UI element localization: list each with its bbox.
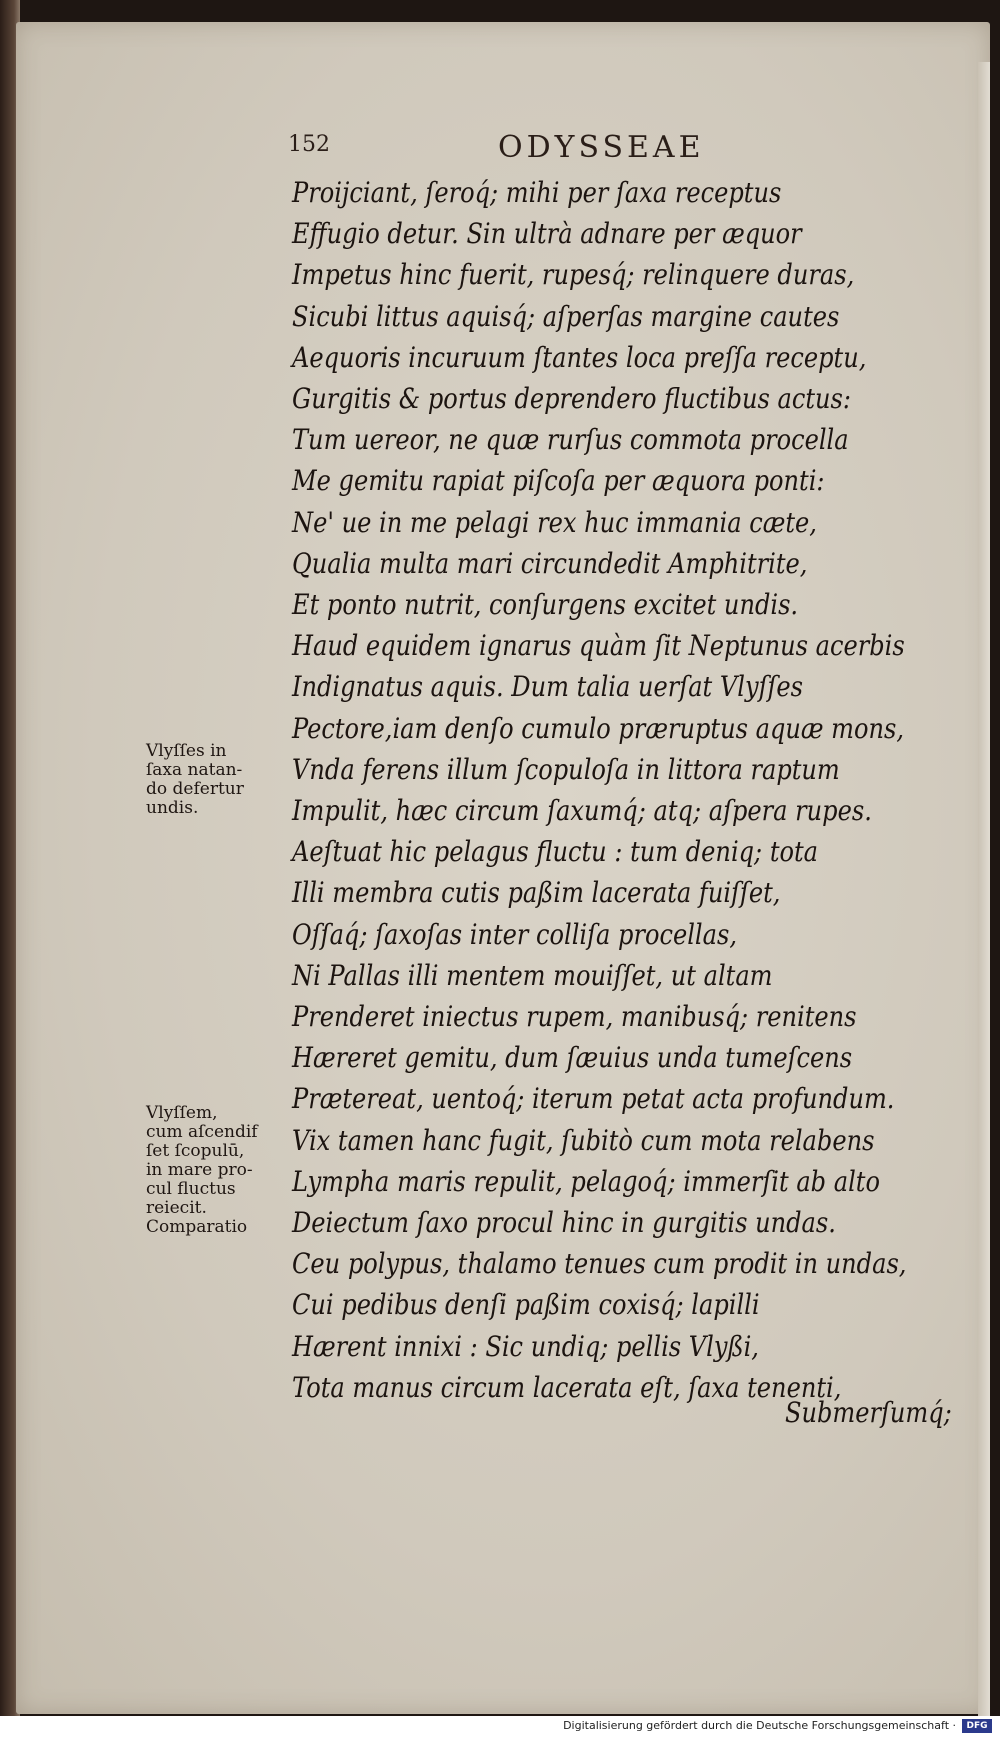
verse-line: Ni Pallas illi mentem mouiſſet, ut altam (292, 958, 773, 992)
verse-line: Effugio detur. Sin ultrà adnare per æquor (292, 217, 802, 251)
page-edge (978, 62, 990, 1722)
running-title: ODYSSEAE (498, 130, 705, 165)
catchword: Submerſumq́; (785, 1396, 952, 1429)
margin-note-line: cul fluctus (146, 1179, 236, 1199)
verse-line: Oſſaq́; ſaxoſas inter colliſa procellas, (292, 917, 737, 951)
dfg-logo: DFG (962, 1719, 992, 1733)
margin-note-line: in mare pro- (146, 1160, 253, 1180)
funding-credit: Digitalisierung gefördert durch die Deutsche Forschungsgemeinschaft · (563, 1719, 956, 1732)
footer-bar (0, 1716, 1000, 1738)
verse-line: Haud equidem ignarus quàm ſit Neptunus acerbis (292, 629, 905, 663)
margin-note-line: reiecit. (146, 1198, 207, 1218)
verse-line: Tum uereor, ne quæ rurſus commota procella (292, 423, 849, 457)
margin-note-line: ſet ſcopulū, (146, 1141, 245, 1161)
verse-line: Et ponto nutrit, conſurgens excitet undis. (292, 588, 799, 622)
verse-line: Ceu polypus, thalamo tenues cum prodit in undas, (292, 1247, 907, 1281)
verse-line: Lympha maris repulit, pelagoq́; immerſit ab alto (292, 1164, 880, 1198)
verse-line: Impulit, hæc circum ſaxumq́; atq; aſpera rupes. (292, 794, 872, 828)
margin-note-line: Vlyſſem, (146, 1103, 218, 1123)
verse-text (292, 172, 962, 1408)
verse-line: Qualia multa mari circundedit Amphitrite, (292, 546, 808, 580)
page-number: 152 (288, 132, 330, 157)
margin-note-line: undis. (146, 798, 199, 818)
verse-line: Ne' ue in me pelagi rex huc immania cæte, (292, 505, 817, 539)
verse-line: Sicubi littus aquisq́; aſperſas margine cautes (292, 299, 840, 333)
verse-line: Tota manus circum lacerata eſt, ſaxa tenenti, (292, 1370, 842, 1404)
verse-line: Deiectum ſaxo procul hinc in gurgitis undas. (292, 1206, 836, 1240)
verse-line: Me gemitu rapiat piſcoſa per æquora ponti: (292, 464, 825, 498)
margin-note-line: ſaxa natan- (146, 760, 243, 780)
verse-line: Indignatus aquis. Dum talia uerſat Vlyſſes (292, 670, 804, 704)
verse-line: Aequoris incuruum ſtantes loca preſſa receptu, (292, 340, 867, 374)
margin-note-ulysses-swimming (146, 742, 296, 818)
verse-line: Prenderet iniectus rupem, manibusq́; renitens (292, 1000, 857, 1034)
margin-note-line: cum aſcendif (146, 1122, 258, 1142)
margin-note-line: Vlyſſes in (146, 741, 227, 761)
verse-line: Proijciant, ſeroq́; mihi per ſaxa receptus (292, 176, 782, 209)
verse-line: Prætereat, uentoq́; iterum petat acta profundum. (292, 1082, 895, 1116)
margin-note-line: do defertur (146, 779, 244, 799)
margin-note-line: Comparatio (146, 1217, 248, 1237)
running-head (288, 130, 888, 170)
verse-line: Vix tamen hanc fugit, ſubitò cum mota relabens (292, 1123, 875, 1157)
verse-line: Vnda ferens illum ſcopuloſa in littora raptum (292, 752, 840, 786)
verse-line: Hæreret gemitu, dum ſæuius unda tumeſcens (292, 1041, 853, 1075)
margin-note-ulysses-rock (146, 1104, 296, 1237)
verse-line: Pectore,iam denſo cumulo præruptus aquæ mons, (292, 711, 905, 745)
verse-line: Illi membra cutis paßim lacerata fuiſſet, (292, 876, 781, 910)
verse-line: Gurgitis & portus deprendero fluctibus actus: (292, 382, 852, 416)
verse-line: Cui pedibus denſi paßim coxisq́; lapilli (292, 1288, 760, 1322)
verse-line: Impetus hinc fuerit, rupesq́; relinquere duras, (292, 258, 855, 292)
verse-line: Aeſtuat hic pelagus fluctu : tum deniq; tota (292, 835, 819, 869)
verse-line: Hærent innixi : Sic undiq; pellis Vlyßi, (292, 1329, 759, 1363)
